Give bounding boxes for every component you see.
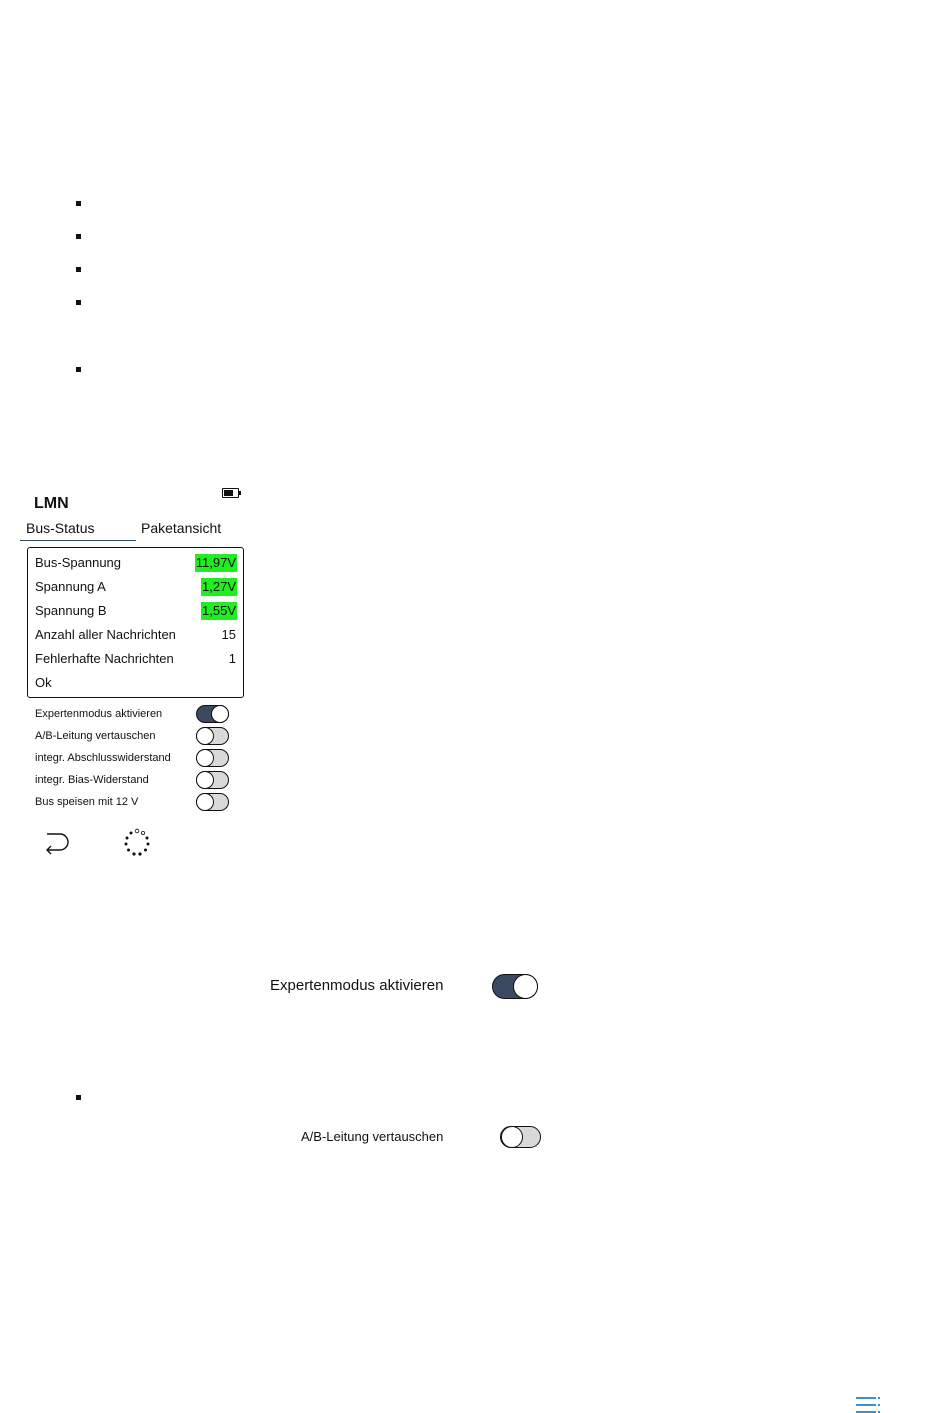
menu-icon[interactable] bbox=[856, 1397, 882, 1413]
detail-ab-leitung-toggle[interactable] bbox=[500, 1126, 541, 1148]
bus-speisen-toggle[interactable] bbox=[196, 793, 229, 811]
toggle-label: integr. Bias-Widerstand bbox=[35, 774, 149, 786]
status-label: Bus-Spannung bbox=[35, 555, 122, 570]
status-value: 11,97V bbox=[195, 555, 236, 570]
list-bullet bbox=[76, 267, 81, 272]
status-row-bus-spannung bbox=[35, 554, 237, 572]
toggle-knob bbox=[196, 749, 214, 767]
bias-widerstand-toggle[interactable] bbox=[196, 771, 229, 789]
list-bullet bbox=[76, 1095, 81, 1100]
toggle-knob bbox=[501, 1126, 523, 1148]
status-label: Spannung B bbox=[35, 603, 107, 618]
status-row-spannung-a bbox=[35, 578, 237, 596]
toggle-knob bbox=[513, 974, 538, 999]
ab-leitung-toggle[interactable] bbox=[196, 727, 229, 745]
status-row-spannung-b bbox=[35, 602, 237, 620]
back-arrow-icon[interactable] bbox=[42, 830, 72, 856]
toggle-knob bbox=[196, 771, 214, 789]
status-value: 1 bbox=[228, 651, 236, 666]
status-label: Spannung A bbox=[35, 579, 106, 594]
list-bullet bbox=[76, 367, 81, 372]
status-value: 1,27V bbox=[202, 579, 236, 594]
toggle-row-ab-leitung bbox=[35, 727, 230, 745]
app-title: LMN bbox=[34, 495, 69, 512]
status-label: Anzahl aller Nachrichten bbox=[35, 627, 176, 642]
detail-expertenmodus-label: Expertenmodus aktivieren bbox=[270, 977, 444, 994]
bus-status-panel bbox=[27, 547, 244, 698]
toggle-knob bbox=[196, 793, 214, 811]
expertenmodus-toggle[interactable] bbox=[196, 705, 229, 723]
status-row-ok bbox=[35, 674, 237, 692]
tab-paketansicht[interactable]: Paketansicht bbox=[141, 520, 222, 536]
list-bullet bbox=[76, 234, 81, 239]
list-bullet bbox=[76, 201, 81, 206]
toggle-row-abschlusswiderstand bbox=[35, 749, 230, 767]
status-value: 15 bbox=[221, 627, 236, 642]
abschlusswiderstand-toggle[interactable] bbox=[196, 749, 229, 767]
toggle-row-expertenmodus bbox=[35, 705, 230, 723]
status-label: Fehlerhafte Nachrichten bbox=[35, 651, 174, 666]
status-value: 1,55V bbox=[202, 603, 236, 618]
device-screen bbox=[18, 484, 248, 864]
status-row-anzahl-nachrichten bbox=[35, 626, 237, 644]
toggle-knob bbox=[211, 705, 229, 723]
loading-spinner-icon bbox=[122, 828, 152, 858]
status-row-fehlerhafte-nachrichten bbox=[35, 650, 237, 668]
list-bullet bbox=[76, 300, 81, 305]
detail-expertenmodus-toggle[interactable] bbox=[492, 974, 538, 999]
toggle-row-bias-widerstand bbox=[35, 771, 230, 789]
battery-icon bbox=[222, 488, 239, 498]
active-tab-indicator bbox=[20, 540, 136, 541]
toggle-row-bus-speisen bbox=[35, 793, 230, 811]
toggle-knob bbox=[196, 727, 214, 745]
detail-ab-leitung-label: A/B-Leitung vertauschen bbox=[301, 1129, 444, 1144]
status-label: Ok bbox=[35, 675, 52, 690]
tab-bus-status[interactable]: Bus-Status bbox=[26, 520, 95, 536]
toggle-label: Bus speisen mit 12 V bbox=[35, 796, 139, 808]
toggle-label: Expertenmodus aktivieren bbox=[35, 708, 163, 720]
toggle-label: A/B-Leitung vertauschen bbox=[35, 730, 156, 742]
toggle-label: integr. Abschlusswiderstand bbox=[35, 752, 171, 764]
